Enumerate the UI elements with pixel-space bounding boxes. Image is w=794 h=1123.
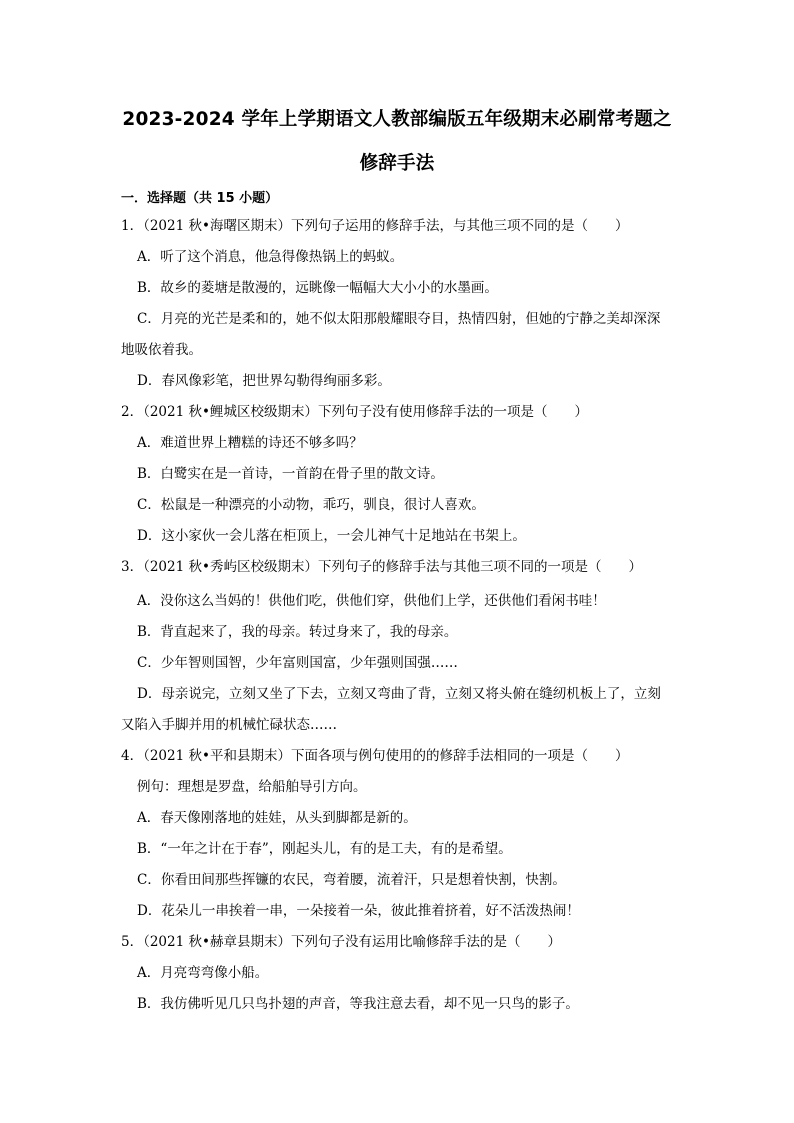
- question-2-stem: 2．（2021 秋•鲤城区校级期末）下列句子没有使用修辞手法的一项是（ ）: [121, 404, 588, 420]
- question-1-stem: 1．（2021 秋•海曙区期末）下列句子运用的修辞手法，与其他三项不同的是（ ）: [121, 218, 629, 234]
- question-3-option-c: C．少年智则国智，少年富则国富，少年强则国强……: [137, 655, 458, 671]
- document-title-line-2: 修辞手法: [359, 153, 435, 174]
- question-2-option-a: A．难道世界上糟糕的诗还不够多吗？: [137, 435, 363, 451]
- question-1-option-c: C．月亮的光芒是柔和的，她不似太阳那般耀眼夺目，热情四射，但她的宁静之美却深深: [137, 311, 661, 327]
- question-5-option-a: A．月亮弯弯像小船。: [137, 965, 269, 981]
- question-4-stem: 4．（2021 秋•平和县期末）下面各项与例句使用的的修辞手法相同的一项是（ ）: [121, 748, 629, 764]
- question-4-example: 例句：理想是罗盘，给船舶导引方向。: [137, 779, 367, 795]
- question-3-option-a: A．没你这么当妈的！供他们吃，供他们穿，供他们上学，还供他们看闲书哇！: [137, 593, 606, 609]
- question-3-option-d: D．母亲说完，立刻又坐了下去，立刻又弯曲了背，立刻又将头俯在缝纫机板上了，立刻: [137, 686, 661, 702]
- question-2-option-c: C．松鼠是一种漂亮的小动物，乖巧，驯良，很讨人喜欢。: [137, 497, 485, 513]
- question-2-option-b: B．白鹭实在是一首诗，一首韵在骨子里的散文诗。: [137, 466, 444, 482]
- question-3-option-d-continued: 又陷入手脚并用的机械忙碌状态……: [121, 717, 337, 733]
- question-3-stem: 3．（2021 秋•秀屿区校级期末）下列句子的修辞手法与其他三项不同的一项是（ ）: [121, 559, 642, 575]
- question-1-option-b: B．故乡的菱塘是散漫的，远眺像一幅幅大大小小的水墨画。: [137, 280, 498, 296]
- question-4-option-d: D．花朵儿一串挨着一串，一朵接着一朵，彼此推着挤着，好不活泼热闹！: [137, 903, 580, 919]
- question-3-option-b: B．背直起来了，我的母亲。转过身来了，我的母亲。: [137, 624, 458, 640]
- question-4-option-a: A．春天像刚落地的娃娃，从头到脚都是新的。: [137, 810, 417, 826]
- section-heading: 一．选择题（共 15 小题）: [121, 191, 279, 206]
- question-1-option-d: D．春风像彩笔，把世界勾勒得绚丽多彩。: [137, 373, 391, 389]
- question-5-stem: 5．（2021 秋•赫章县期末）下列句子没有运用比喻修辞手法的是（ ）: [121, 934, 561, 950]
- document-title-line-1: 2023-2024 学年上学期语文人教部编版五年级期末必刷常考题之: [122, 109, 672, 130]
- question-5-option-b: B．我仿佛听见几只鸟扑翅的声音，等我注意去看，却不见一只鸟的影子。: [137, 996, 579, 1012]
- question-2-option-d: D．这小家伙一会儿落在柜顶上，一会儿神气十足地站在书架上。: [137, 528, 526, 544]
- question-1-option-a: A．听了这个消息，他急得像热锅上的蚂蚁。: [137, 249, 404, 265]
- question-4-option-c: C．你看田间那些挥镰的农民，弯着腰，流着汗，只是想着快割，快割。: [137, 872, 566, 888]
- question-1-option-c-continued: 地吸依着我。: [121, 342, 202, 358]
- question-4-option-b: B．“一年之计在于春”，刚起头儿，有的是工夫，有的是希望。: [137, 841, 512, 857]
